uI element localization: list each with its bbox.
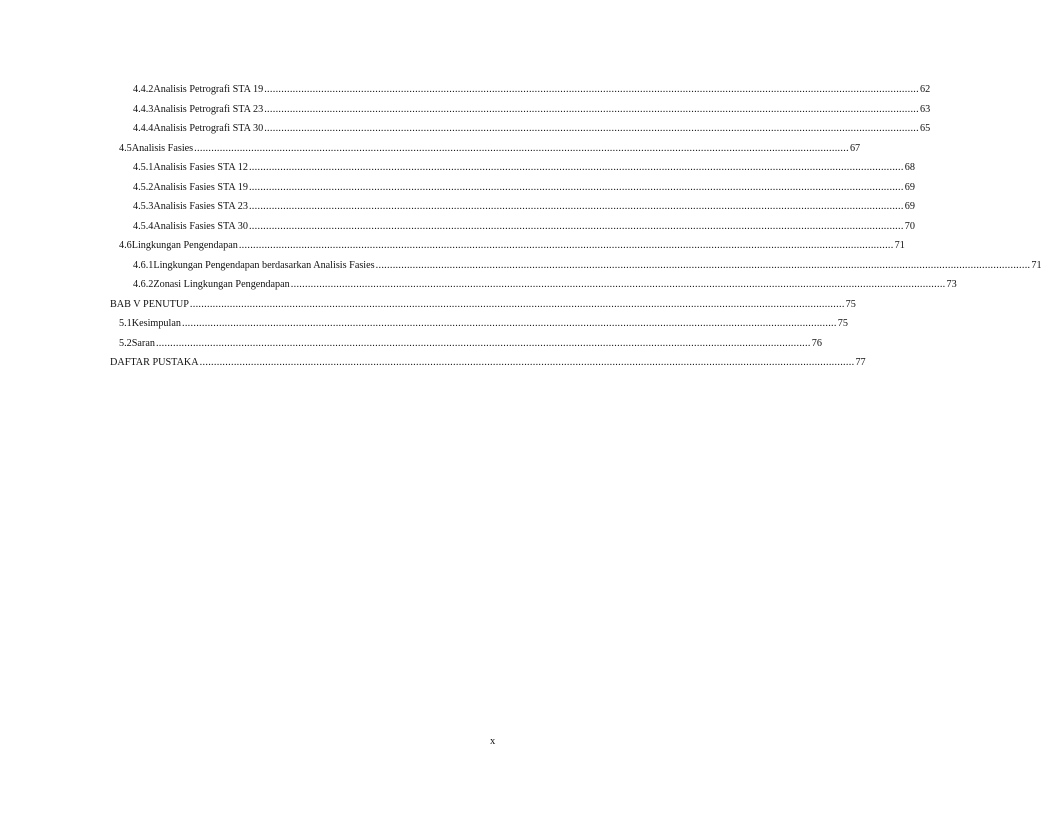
toc-entry[interactable] — [110, 275, 957, 295]
toc-entry-title: Kesimpulan — [131, 318, 181, 329]
toc-entry[interactable] — [110, 80, 931, 100]
toc-entry-page: 63 — [919, 103, 931, 115]
toc-leader-dots — [249, 217, 904, 237]
toc-entry-number: 4.5.3 — [133, 201, 154, 212]
toc-entry-title: Analisis Petrografi STA 23 — [153, 103, 264, 115]
toc-entry[interactable] — [110, 295, 856, 315]
toc-leader-dots — [156, 334, 811, 354]
toc-entry-page: 71 — [1031, 259, 1042, 271]
toc-entry[interactable] — [110, 353, 866, 373]
toc-entry-number: 4.6.2 — [133, 279, 154, 290]
toc-entry-page: 65 — [919, 123, 931, 134]
toc-leader-dots — [249, 158, 904, 178]
toc-entry-number: 4.5 — [119, 142, 132, 154]
toc-leader-dots — [264, 80, 919, 100]
toc-leader-dots — [200, 353, 855, 373]
toc-entry-number: 4.6 — [119, 240, 132, 251]
page-number: x — [490, 736, 496, 747]
toc-leader-dots — [182, 314, 837, 334]
toc-entry[interactable] — [110, 334, 822, 354]
toc-entry[interactable] — [110, 178, 915, 198]
toc-entry-page: 75 — [845, 298, 856, 310]
toc-entry[interactable] — [110, 197, 915, 217]
toc-leader-dots — [291, 275, 946, 295]
toc-entry-title: Lingkungan Pengendapan berdasarkan Analisis Fasies — [153, 259, 375, 271]
toc-entry-title: DAFTAR PUSTAKA — [110, 357, 199, 368]
toc-entry-title: Analisis Fasies STA 30 — [153, 220, 248, 232]
toc-entry[interactable] — [110, 100, 931, 120]
toc-entry-page: 71 — [894, 240, 905, 251]
toc-entry-title: Lingkungan Pengendapan — [131, 240, 238, 251]
toc-entry-title: Analisis Fasies — [131, 142, 194, 154]
toc-entry-page: 75 — [837, 318, 848, 329]
toc-entry-title: BAB V PENUTUP — [110, 298, 189, 310]
toc-entry-page: 67 — [849, 142, 861, 154]
toc-entry-number: 5.1 — [119, 318, 132, 329]
toc-entry-number: 4.5.4 — [133, 220, 154, 232]
toc-entry-number: 4.4.3 — [133, 103, 154, 115]
toc-leader-dots — [376, 256, 1031, 276]
toc-entry-number: 4.5.1 — [133, 162, 154, 173]
toc-leader-dots — [249, 178, 904, 198]
toc-entry-title: Analisis Fasies STA 19 — [153, 181, 248, 193]
toc-leader-dots — [190, 295, 845, 315]
toc-entry-number: 4.5.2 — [133, 181, 154, 193]
toc-entry-number: 4.6.1 — [133, 259, 154, 271]
toc-entry-number: 5.2 — [119, 337, 132, 349]
toc-leader-dots — [239, 236, 894, 256]
toc-leader-dots — [264, 100, 919, 120]
toc-leader-dots — [264, 119, 919, 139]
toc-entry-page: 76 — [811, 337, 822, 349]
toc-entry-title: Zonasi Lingkungan Pengendapan — [153, 279, 290, 290]
table-of-contents — [110, 80, 1042, 373]
toc-entry-page: 70 — [904, 220, 915, 232]
toc-entry[interactable] — [110, 236, 905, 256]
toc-entry-number: 4.4.2 — [133, 84, 154, 95]
toc-leader-dots — [194, 139, 849, 159]
toc-leader-dots — [249, 197, 904, 217]
toc-entry-title: Saran — [131, 337, 155, 349]
toc-entry-page: 69 — [904, 181, 915, 193]
toc-entry-number: 4.4.4 — [133, 123, 154, 134]
toc-entry-page: 77 — [855, 357, 866, 368]
toc-entry-page: 69 — [904, 201, 915, 212]
toc-entry-title: Analisis Petrografi STA 30 — [153, 123, 264, 134]
toc-entry-page: 73 — [946, 279, 957, 290]
toc-entry-page: 68 — [904, 162, 915, 173]
toc-entry[interactable] — [110, 119, 931, 139]
toc-entry-title: Analisis Petrografi STA 19 — [153, 84, 264, 95]
toc-entry[interactable] — [110, 256, 1042, 276]
toc-entry[interactable] — [110, 217, 915, 237]
toc-entry[interactable] — [110, 314, 848, 334]
toc-entry[interactable] — [110, 139, 861, 159]
toc-entry-page: 62 — [919, 84, 931, 95]
toc-entry-title: Analisis Fasies STA 23 — [153, 201, 248, 212]
toc-entry[interactable] — [110, 158, 915, 178]
toc-entry-title: Analisis Fasies STA 12 — [153, 162, 248, 173]
